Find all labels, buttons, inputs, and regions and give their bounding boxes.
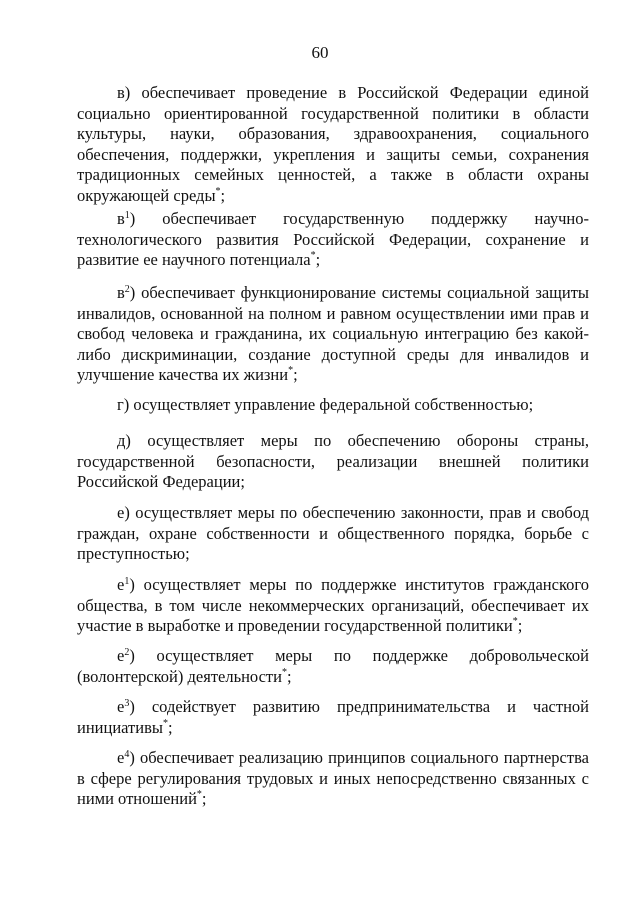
paragraph-e3	[77, 697, 589, 738]
paragraph-label: е	[117, 575, 125, 594]
paragraph-text: ) осуществляет меры по поддержке добровольческой (волонтерской) деятельности	[77, 646, 589, 686]
paragraph-tail: ;	[201, 789, 207, 808]
paragraph-v	[77, 83, 589, 206]
page-number: 60	[311, 43, 329, 62]
footnote-mark: *	[196, 789, 202, 800]
paragraph-label: д)	[117, 431, 131, 450]
paragraph-e2	[77, 646, 589, 687]
paragraph-superscript: 2	[124, 284, 130, 295]
paragraph-text: обеспечивает проведение в Российской Федерации единой социально ориентированной государственной политики в области культуры, науки, образования, здравоохранения, социального обеспечения, поддержки, укрепления и защиты семьи, сохранения традиционных семейных ценностей, а также в области охраны окружающей среды	[77, 83, 589, 205]
paragraph-tail: ;	[286, 666, 292, 686]
paragraph-text: ) осуществляет меры по поддержке институтов гражданского общества, в том числе некоммерческих организаций, обеспечивает их участие в выработке и проведении государственной политики	[77, 575, 589, 635]
paragraph-d	[77, 431, 589, 493]
paragraph-v2	[77, 283, 589, 386]
paragraph-superscript: 1	[124, 210, 130, 221]
footnote-mark: *	[162, 717, 168, 729]
paragraph-e1	[77, 575, 589, 637]
paragraph-label: в)	[117, 83, 131, 102]
paragraph-e	[77, 503, 589, 565]
footnote-mark: *	[215, 185, 221, 197]
paragraph-label: е	[117, 697, 125, 716]
paragraph-text: осуществляет меры по обеспечению обороны страны, государственной безопасности, реализации внешней политики Российской Федерации;	[77, 431, 589, 491]
footnote-mark: *	[310, 250, 316, 261]
paragraph-label: в	[117, 209, 125, 228]
paragraph-text: ) обеспечивает реализацию принципов социального партнерства в сфере регулирования трудовых и иных непосредственно связанных с ними отношений	[77, 748, 589, 808]
paragraph-text: осуществляет управление федеральной собственностью;	[133, 395, 534, 414]
paragraph-e4	[77, 748, 589, 810]
paragraph-label: е)	[117, 503, 130, 522]
paragraph-g	[77, 395, 589, 416]
paragraph-superscript: 2	[124, 647, 130, 658]
paragraph-superscript: 3	[124, 698, 130, 709]
paragraph-superscript: 4	[124, 749, 130, 760]
paragraph-label: е	[117, 646, 125, 665]
paragraph-text: ) обеспечивает функционирование системы социальной защиты инвалидов, основанной на полном и равном осуществлении ими прав и свобод человека и гражданина, их социальную интеграцию без какой-либо дискриминации, создание доступной среды для инвалидов и улучшение качества их жизни	[77, 283, 589, 384]
footnote-mark: *	[512, 616, 518, 627]
paragraph-tail: ;	[220, 185, 226, 205]
footnote-mark: *	[288, 365, 294, 376]
paragraph-superscript: 1	[124, 576, 130, 587]
paragraph-text: ) содействует развитию предпринимательства и частной инициативы	[77, 697, 589, 737]
paragraph-tail: ;	[517, 616, 523, 635]
paragraph-tail: ;	[293, 365, 298, 384]
paragraph-label: в	[117, 283, 125, 302]
footnote-mark: *	[281, 666, 287, 678]
paragraph-label: е	[117, 748, 125, 767]
paragraph-tail: ;	[315, 250, 321, 269]
paragraph-label: г)	[117, 395, 130, 414]
paragraph-tail: ;	[167, 717, 173, 737]
paragraph-v1	[77, 209, 589, 271]
paragraph-text: ) обеспечивает государственную поддержку научно-технологического развития Российской Федерации, сохранение и развитие ее научного потенциала	[77, 209, 589, 269]
paragraph-text: осуществляет меры по обеспечению законности, прав и свобод граждан, охране собственности и общественного порядка, борьбе с преступностью;	[77, 503, 589, 563]
